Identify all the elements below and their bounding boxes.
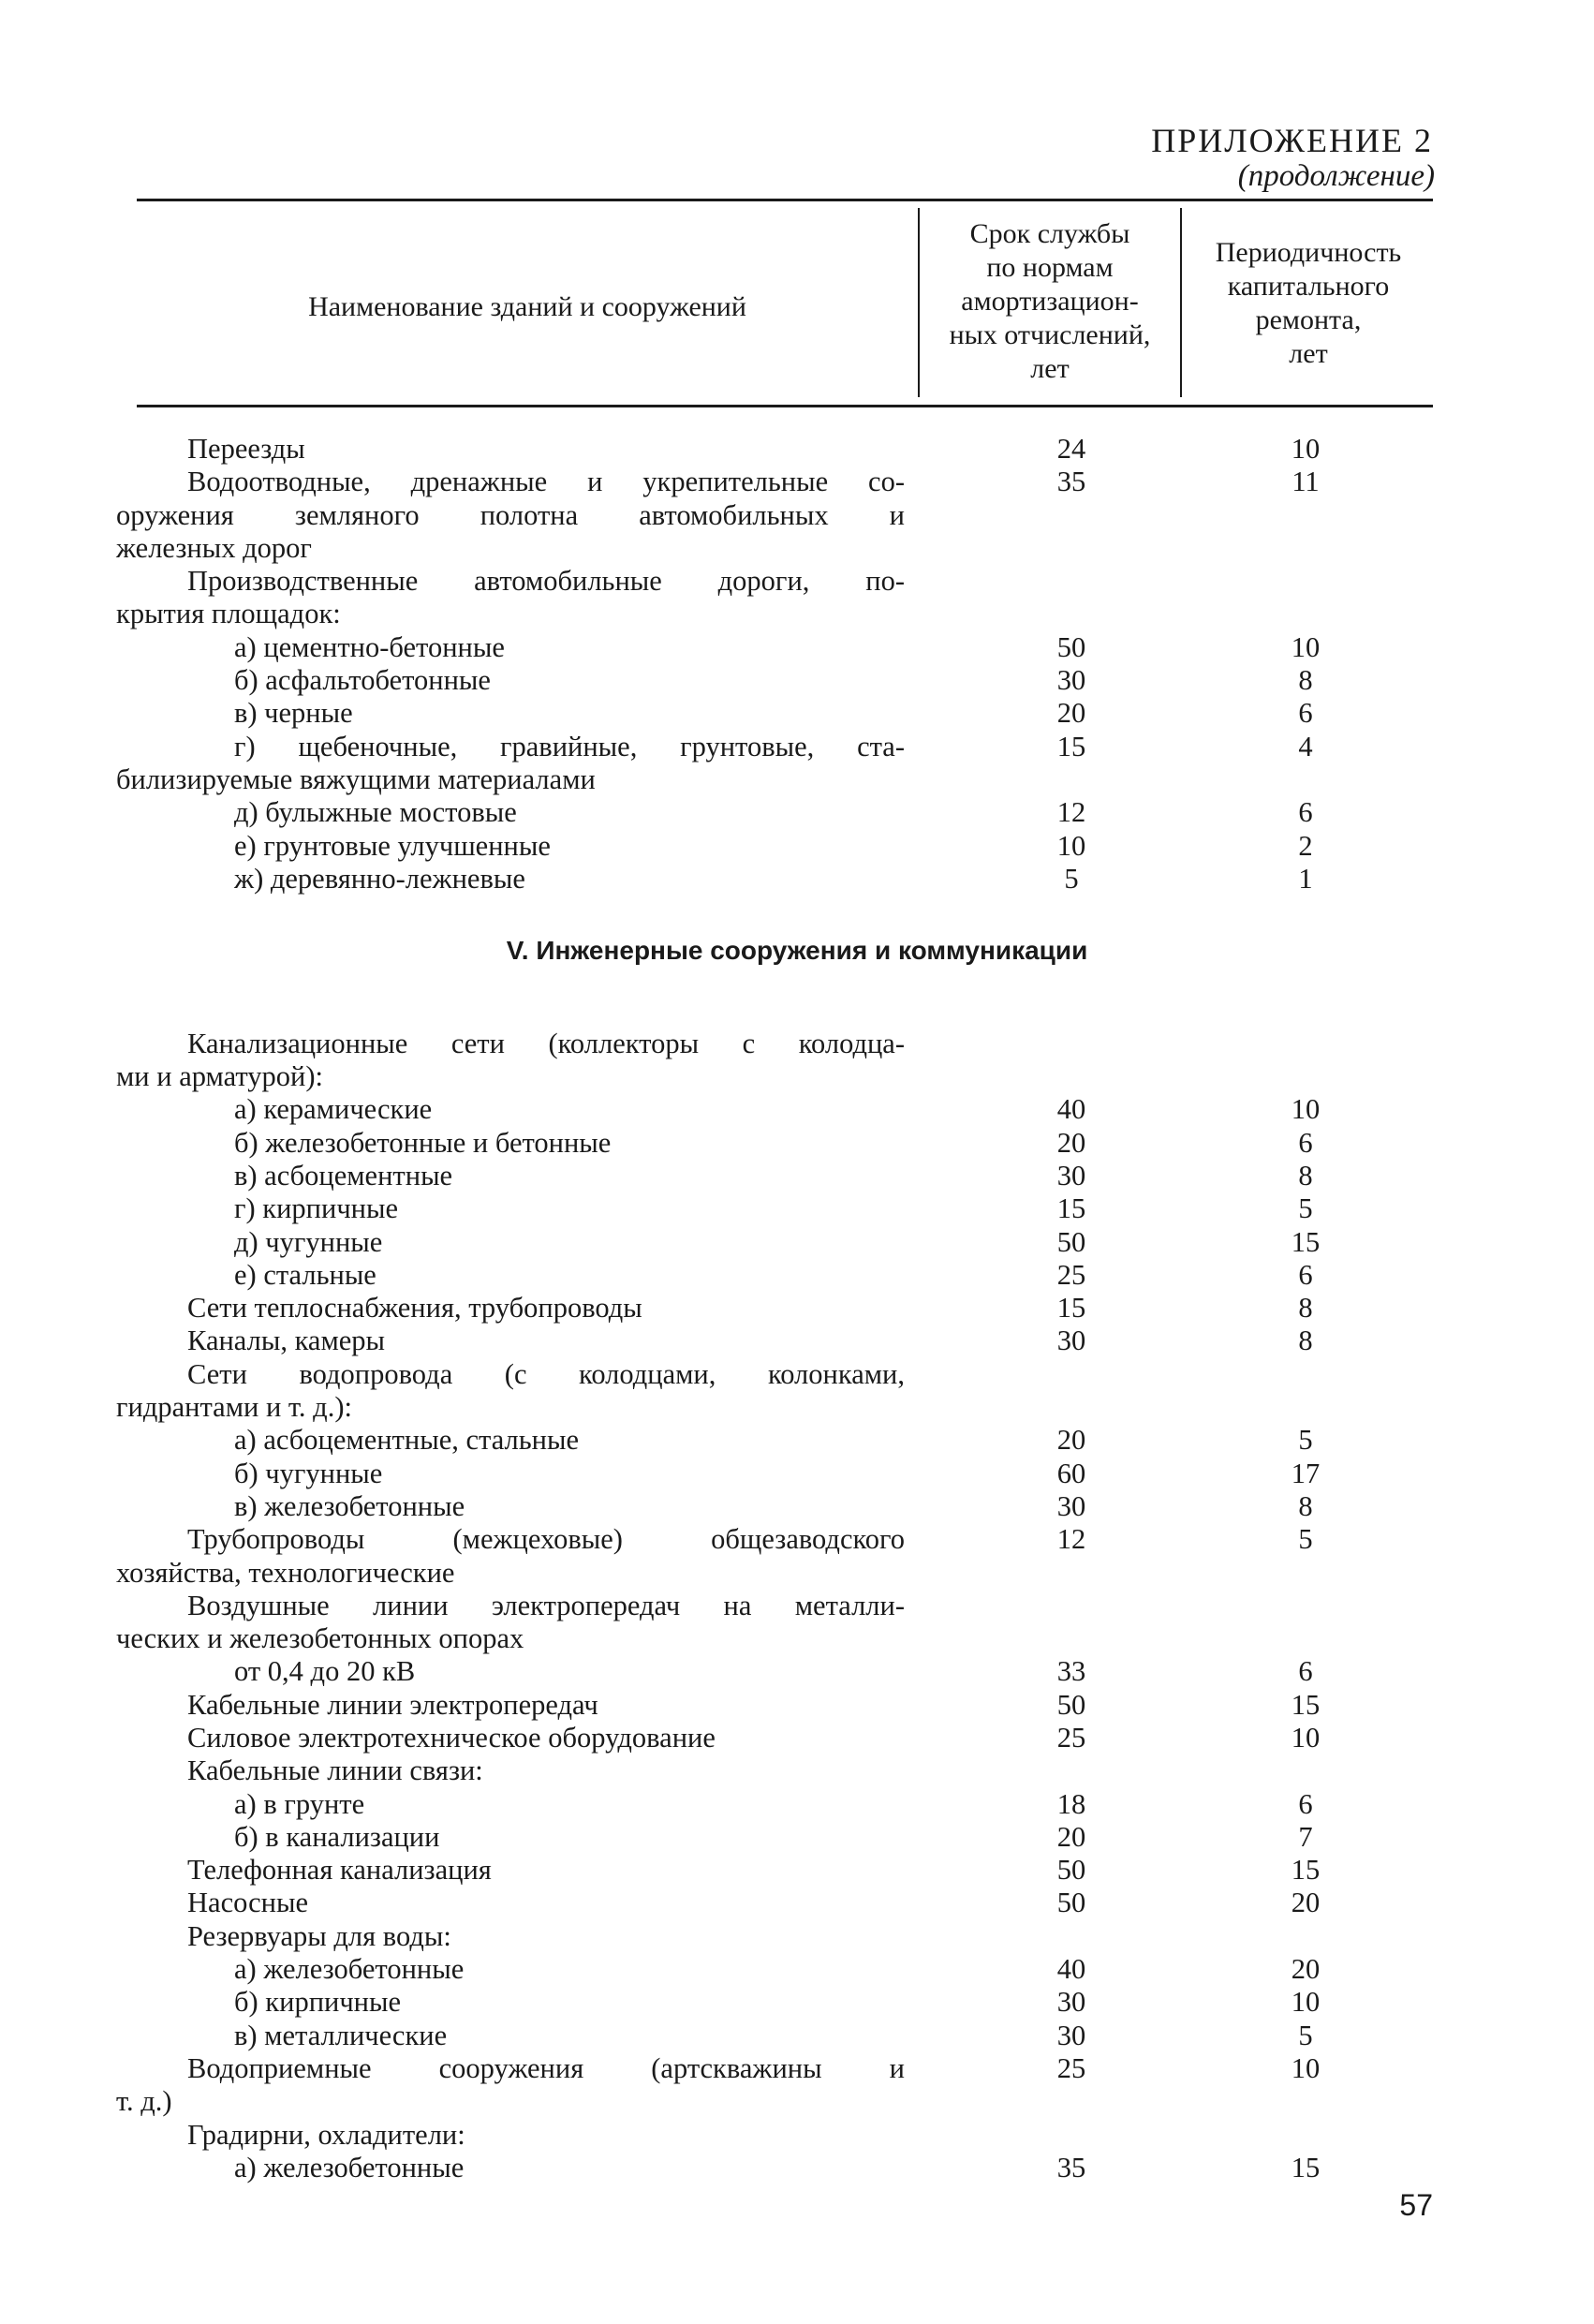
section-heading-text: V. Инженерные сооружения и коммуникации	[506, 936, 1088, 966]
table-row	[0, 466, 1594, 498]
repair-period-value: 15	[1291, 1854, 1321, 1887]
page-number: 57	[1399, 2188, 1433, 2222]
repair-period-value: 15	[1291, 2151, 1321, 2183]
column-header-service-life	[922, 217, 1178, 386]
column-divider	[918, 208, 920, 397]
service-life-value: 24	[1056, 433, 1086, 465]
table-row	[0, 1325, 1594, 1357]
row-label: б) кирпичные	[234, 1986, 402, 2019]
appendix-subtitle: (продолжение)	[1237, 159, 1435, 193]
row-label: хозяйства, технологические	[116, 1556, 455, 1589]
service-life-value: 35	[1056, 2151, 1086, 2183]
service-life-value: 40	[1056, 1093, 1086, 1126]
table-row	[0, 1754, 1594, 1787]
repair-period-value: 10	[1291, 1721, 1321, 1754]
table-row	[0, 1854, 1594, 1887]
row-label: а) железобетонные	[234, 1953, 465, 1986]
repair-period-value: 5	[1298, 2019, 1313, 2051]
table-row	[0, 1458, 1594, 1490]
row-label: Резервуары для воды:	[187, 1919, 451, 1952]
row-label: ческих и железобетонных опорах	[116, 1622, 524, 1655]
row-label: в) асбоцементные	[234, 1159, 453, 1192]
row-label: гидрантами и т. д.):	[116, 1391, 352, 1424]
table-header-rule	[137, 405, 1433, 407]
repair-period-value: 4	[1298, 730, 1313, 762]
row-label: Водоприемные сооружения (артскважины и	[187, 2051, 905, 2084]
table-row	[0, 1523, 1594, 1556]
table-row	[0, 598, 1594, 630]
row-label: Трубопроводы (межцеховые) общезаводского	[187, 1523, 905, 1556]
table-row	[0, 532, 1594, 565]
service-life-value: 30	[1056, 1325, 1086, 1357]
table-row	[0, 1689, 1594, 1722]
row-label: т. д.)	[116, 2085, 172, 2118]
repair-period-value: 6	[1298, 796, 1313, 829]
table-row	[0, 731, 1594, 763]
table-row	[0, 1093, 1594, 1126]
appendix-title: ПРИЛОЖЕНИЕ 2	[1151, 122, 1433, 159]
repair-period-value: 6	[1298, 1655, 1313, 1688]
table-row	[0, 1226, 1594, 1259]
header-line: амортизацион-	[961, 286, 1139, 317]
row-label: Канализационные сети (коллекторы с колодца-	[187, 1027, 905, 1059]
repair-period-value: 20	[1291, 1953, 1321, 1986]
table-row	[0, 1722, 1594, 1754]
repair-period-value: 5	[1298, 1523, 1313, 1556]
row-label: в) черные	[234, 697, 353, 730]
repair-period-value: 6	[1298, 1258, 1313, 1291]
table-row	[0, 1160, 1594, 1192]
row-label: Переезды	[187, 433, 305, 465]
header-line: Срок службы	[969, 218, 1130, 249]
row-label: ми и арматурой):	[116, 1060, 323, 1093]
column-divider	[1180, 208, 1182, 397]
row-label: а) железобетонные	[234, 2151, 465, 2183]
table-row	[0, 2152, 1594, 2184]
repair-period-value: 8	[1298, 1325, 1313, 1357]
service-life-value: 25	[1056, 1721, 1086, 1754]
row-label: д) булыжные мостовые	[234, 796, 517, 829]
table-row	[0, 1391, 1594, 1424]
table-row	[0, 1292, 1594, 1325]
repair-period-value: 10	[1291, 1093, 1321, 1126]
table-row	[0, 1788, 1594, 1821]
row-label: Силовое электротехническое оборудование	[187, 1721, 716, 1754]
table-row	[0, 499, 1594, 532]
service-life-value: 50	[1056, 630, 1086, 663]
table-row	[0, 2085, 1594, 2118]
row-label: билизируемые вяжущими материалами	[116, 762, 596, 795]
repair-period-value: 6	[1298, 1787, 1313, 1820]
header-line: капитального	[1227, 271, 1390, 302]
service-life-value: 20	[1056, 1126, 1086, 1159]
table-row	[0, 1953, 1594, 1986]
repair-period-value: 2	[1298, 829, 1313, 862]
row-label: Сети водопровода (с колодцами, колонками,	[187, 1357, 905, 1390]
row-label: в) железобетонные	[234, 1489, 465, 1522]
table-row	[0, 1986, 1594, 2019]
header-line: лет	[1030, 353, 1070, 384]
row-label: б) железобетонные и бетонные	[234, 1126, 612, 1159]
repair-period-value: 8	[1298, 1159, 1313, 1192]
row-label: Насосные	[187, 1887, 308, 1919]
service-life-value: 25	[1056, 2051, 1086, 2084]
row-label: железных дорог	[116, 531, 312, 564]
table-row	[0, 796, 1594, 829]
table-row	[0, 2119, 1594, 2152]
row-label: ж) деревянно-лежневые	[234, 862, 525, 895]
repair-period-value: 7	[1298, 1820, 1313, 1853]
repair-period-value: 8	[1298, 1292, 1313, 1325]
header-line: по нормам	[986, 252, 1114, 283]
service-life-value: 40	[1056, 1953, 1086, 1986]
table-row	[0, 1259, 1594, 1292]
table-row	[0, 1490, 1594, 1523]
table-row	[0, 1557, 1594, 1590]
service-life-value: 35	[1056, 466, 1086, 498]
service-life-value: 18	[1056, 1787, 1086, 1820]
repair-period-value: 6	[1298, 697, 1313, 730]
row-label: Производственные автомобильные дороги, по-	[187, 565, 905, 598]
table-row	[0, 1358, 1594, 1391]
spacer	[0, 896, 1594, 928]
table-row	[0, 763, 1594, 796]
table-row	[0, 1127, 1594, 1160]
repair-period-value: 8	[1298, 1489, 1313, 1522]
row-label: а) асбоцементные, стальные	[234, 1424, 580, 1457]
row-label: в) металлические	[234, 2019, 448, 2051]
repair-period-value: 6	[1298, 1126, 1313, 1159]
row-label: г) щебеночные, гравийные, грунтовые, ста-	[234, 730, 905, 762]
table-row	[0, 433, 1594, 466]
table-row	[0, 565, 1594, 598]
service-life-value: 12	[1056, 1523, 1086, 1556]
row-label: е) стальные	[234, 1258, 376, 1291]
row-label: Воздушные линии электропередач на металли-	[187, 1589, 905, 1621]
table-row	[0, 863, 1594, 896]
service-life-value: 20	[1056, 697, 1086, 730]
row-label: Кабельные линии электропередач	[187, 1688, 598, 1721]
row-label: г) кирпичные	[234, 1192, 399, 1225]
service-life-value: 30	[1056, 1489, 1086, 1522]
repair-period-value: 10	[1291, 2051, 1321, 2084]
row-label: б) асфальтобетонные	[234, 664, 491, 697]
row-label: Телефонная канализация	[187, 1854, 492, 1887]
row-label: д) чугунные	[234, 1225, 383, 1258]
service-life-value: 15	[1056, 730, 1086, 762]
table-row	[0, 1655, 1594, 1688]
header-line: Периодичность	[1215, 237, 1402, 268]
row-label: Водоотводные, дренажные и укрепительные со-	[187, 466, 905, 498]
table-row	[0, 1920, 1594, 1953]
row-label: Градирни, охладители:	[187, 2118, 465, 2151]
service-life-value: 50	[1056, 1887, 1086, 1919]
table-row	[0, 1622, 1594, 1655]
row-label: а) в грунте	[234, 1787, 365, 1820]
row-label: от 0,4 до 20 кВ	[234, 1655, 416, 1688]
header-line: ремонта,	[1255, 304, 1362, 335]
row-label: б) в канализации	[234, 1820, 440, 1853]
table-row	[0, 664, 1594, 697]
service-life-value: 25	[1056, 1258, 1086, 1291]
column-header-name: Наименование зданий и сооружений	[308, 291, 746, 322]
repair-period-value: 15	[1291, 1688, 1321, 1721]
repair-period-value: 8	[1298, 664, 1313, 697]
row-label: Сети теплоснабжения, трубопроводы	[187, 1292, 642, 1325]
service-life-value: 30	[1056, 1986, 1086, 2019]
repair-period-value: 5	[1298, 1192, 1313, 1225]
table-row	[0, 1887, 1594, 1919]
repair-period-value: 11	[1291, 466, 1320, 498]
service-life-value: 10	[1056, 829, 1086, 862]
repair-period-value: 5	[1298, 1424, 1313, 1457]
table-row	[0, 2052, 1594, 2085]
row-label: а) цементно-бетонные	[234, 630, 505, 663]
header-line: лет	[1289, 338, 1328, 369]
service-life-value: 15	[1056, 1192, 1086, 1225]
row-label: е) грунтовые улучшенные	[234, 829, 551, 862]
table-top-rule	[137, 199, 1433, 201]
repair-period-value: 1	[1298, 862, 1313, 895]
service-life-value: 30	[1056, 1159, 1086, 1192]
repair-period-value: 15	[1291, 1225, 1321, 1258]
table-row	[0, 631, 1594, 664]
table-row	[0, 1590, 1594, 1622]
service-life-value: 12	[1056, 796, 1086, 829]
row-label: крытия площадок:	[116, 598, 341, 630]
repair-period-value: 17	[1291, 1457, 1321, 1489]
table-body	[0, 433, 1594, 2184]
row-label: б) чугунные	[234, 1457, 383, 1489]
service-life-value: 5	[1064, 862, 1079, 895]
service-life-value: 50	[1056, 1854, 1086, 1887]
section-heading	[0, 928, 1594, 994]
table-row	[0, 830, 1594, 863]
service-life-value: 15	[1056, 1292, 1086, 1325]
service-life-value: 30	[1056, 2019, 1086, 2051]
table-row	[0, 1060, 1594, 1093]
row-label: оружения земляного полотна автомобильных и	[116, 498, 905, 531]
service-life-value: 60	[1056, 1457, 1086, 1489]
service-life-value: 30	[1056, 664, 1086, 697]
table-row	[0, 1821, 1594, 1854]
service-life-value: 50	[1056, 1225, 1086, 1258]
header-line: ных отчислений,	[949, 319, 1151, 350]
service-life-value: 33	[1056, 1655, 1086, 1688]
repair-period-value: 10	[1291, 433, 1321, 465]
row-label: Кабельные линии связи:	[187, 1754, 483, 1787]
table-row	[0, 1192, 1594, 1225]
table-row	[0, 1028, 1594, 1060]
table-row	[0, 2020, 1594, 2052]
repair-period-value: 10	[1291, 1986, 1321, 2019]
service-life-value: 50	[1056, 1688, 1086, 1721]
service-life-value: 20	[1056, 1424, 1086, 1457]
row-label: а) керамические	[234, 1093, 433, 1126]
row-label: Каналы, камеры	[187, 1325, 386, 1357]
column-header-repair-period	[1184, 236, 1433, 371]
service-life-value: 20	[1056, 1820, 1086, 1853]
table-row	[0, 697, 1594, 730]
table-row	[0, 1424, 1594, 1457]
repair-period-value: 20	[1291, 1887, 1321, 1919]
repair-period-value: 10	[1291, 630, 1321, 663]
spacer	[0, 994, 1594, 1027]
